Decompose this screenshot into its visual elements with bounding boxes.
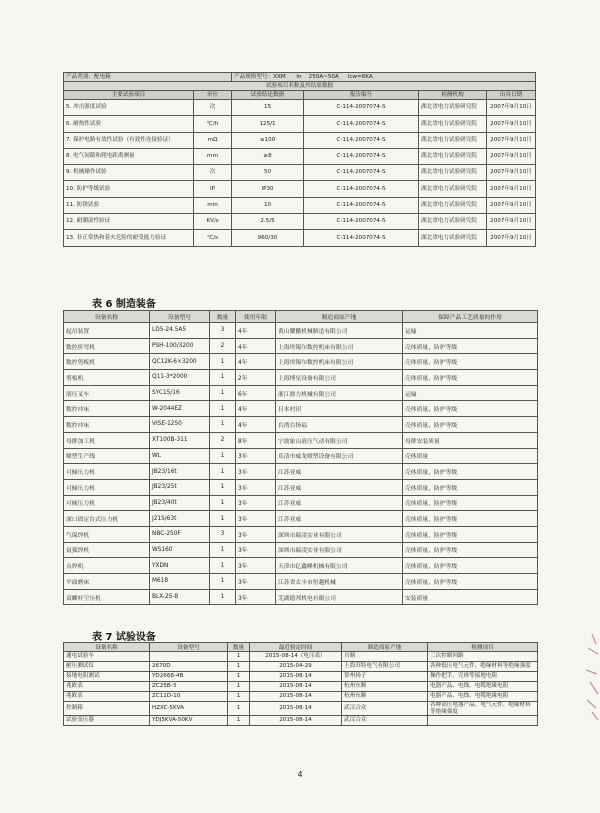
table-cell: 3年: [236, 479, 276, 495]
table-cell: 台湾台扬福: [276, 417, 403, 433]
table-cell: Q11-3*2000: [150, 370, 210, 386]
header-row: [64, 311, 538, 323]
table-cell: 芜湖德邦机电有限公司: [276, 589, 403, 605]
col-header: 数量: [210, 311, 236, 323]
table-cell: 湖北省电力试验研究院: [419, 197, 487, 213]
table-row: [64, 682, 538, 692]
table-cell: C-114-2007074-S: [304, 197, 419, 213]
table-cell: 1: [210, 354, 236, 370]
table-cell: 2: [210, 432, 236, 448]
table-cell: ℃/h: [194, 116, 232, 132]
table-cell: C-114-2007074-S: [304, 132, 419, 148]
table-row: [64, 479, 538, 495]
table-cell: 1: [228, 662, 250, 672]
table-cell: 3年: [236, 464, 276, 480]
table-cell: 1: [210, 558, 236, 574]
table-cell: 1: [228, 716, 250, 726]
table-cell: 3年: [236, 511, 276, 527]
table-cell: 母排加工机: [64, 432, 150, 448]
table-cell: 3年: [236, 495, 276, 511]
table-cell: QC12K-6×3200: [150, 354, 210, 370]
table-cell: 8年: [236, 432, 276, 448]
table-cell: 壳体质量、防护等级: [403, 542, 538, 558]
table-cell: 通电试验车: [64, 652, 150, 662]
table-cell: 1: [210, 495, 236, 511]
table-cell: 10. 防护等级试验: [64, 181, 194, 197]
table-body: [64, 652, 538, 726]
table-cell: 9. 机械操作试验: [64, 165, 194, 181]
table-row: [64, 574, 538, 590]
table-cell: 8. 电气间隙和爬电距离测量: [64, 148, 194, 164]
table-cell: 剪板机: [64, 370, 150, 386]
table-cell: C-114-2007074-S: [304, 148, 419, 164]
table-cell: 江苏省太丰市恒越机械: [276, 574, 403, 590]
table-row: [64, 148, 536, 164]
table-cell: 双螺杆空压机: [64, 589, 150, 605]
table-cell: 3年: [236, 574, 276, 590]
table-cell: 2007年9月10日: [487, 116, 536, 132]
table-cell: 2007年9月10日: [487, 214, 536, 230]
table-cell: 湖北省电力试验研究院: [419, 116, 487, 132]
table-cell: mΩ: [194, 132, 232, 148]
table-row: [64, 181, 536, 197]
table-row: [64, 672, 538, 682]
table-cell: 11. 防锈试验: [64, 197, 194, 213]
table-cell: 2015-08-14: [250, 692, 342, 702]
table-cell: 气保焊机: [64, 526, 150, 542]
table-row: [64, 354, 538, 370]
table-cell: 湖北省电力试验研究院: [419, 214, 487, 230]
table-cell: 上海埃锡尔数控机床有限公司: [276, 354, 403, 370]
table-cell: 4年: [236, 417, 276, 433]
table-cell: 上海埃锡尔数控机床有限公司: [276, 338, 403, 354]
table-cell: LD5-24.5A5: [150, 323, 210, 339]
table-cell: 宁波象山液压气动有限公司: [276, 432, 403, 448]
col-header: 试验结论数据: [232, 91, 304, 100]
table-cell: 2015-08-14: [250, 672, 342, 682]
table-cell: JB23/25t: [150, 479, 210, 495]
table-cell: 7. 保护电路有效性试验（有效性连接验证）: [64, 132, 194, 148]
table-cell: 杭州东顺: [342, 692, 428, 702]
table-cell: 2007年9月10日: [487, 181, 536, 197]
table-cell: 50: [232, 165, 304, 181]
col-header: 设备型号: [150, 643, 228, 652]
table-cell: 125/1: [232, 116, 304, 132]
table-row: [64, 165, 536, 181]
table-row: [64, 338, 538, 354]
table-row: [64, 716, 538, 726]
table-cell: 上海博星设备有限公司: [276, 370, 403, 386]
table-cell: 3: [210, 526, 236, 542]
table-cell: 1: [210, 479, 236, 495]
table-cell: 3年: [236, 526, 276, 542]
col-header: 最近检定时间: [250, 643, 342, 652]
table-row: [64, 370, 538, 386]
col-header: 制造商原产地: [276, 311, 403, 323]
table-cell: 10: [232, 197, 304, 213]
table-body: [64, 100, 536, 247]
col-header: 设备型号: [150, 311, 210, 323]
table-row: [64, 197, 536, 213]
table-cell: WL: [150, 448, 210, 464]
table-cell: 2007年9月10日: [487, 165, 536, 181]
table-cell: 电器产品、电线、电缆绝缘电阻: [428, 682, 538, 692]
table-cell: 2007年9月10日: [487, 230, 536, 246]
table-cell: 氩弧焊机: [64, 542, 150, 558]
table-cell: 4年: [236, 401, 276, 417]
table7-title: 表 7 试验设备: [92, 632, 156, 643]
table-cell: 试验变压器: [64, 716, 150, 726]
table-cell: 壳体质量、防护等级: [403, 401, 538, 417]
table-cell: 壳体质量、防护等级: [403, 417, 538, 433]
table-cell: 1: [210, 464, 236, 480]
table6-title: 表 6 制造装备: [92, 299, 156, 310]
table-row: [64, 323, 538, 339]
table-cell: 2007年9月10日: [487, 197, 536, 213]
table-cell: 2: [210, 338, 236, 354]
table-cell: 4年: [236, 354, 276, 370]
table-cell: 江苏亚威: [276, 495, 403, 511]
table-cell: 杭州东顺: [342, 682, 428, 692]
table-cell: 2015-04-29: [250, 662, 342, 672]
table-cell: 1: [228, 652, 250, 662]
table-cell: 平面磨床: [64, 574, 150, 590]
table-cell: 4年: [236, 338, 276, 354]
table-cell: 湖北省电力试验研究院: [419, 132, 487, 148]
table-cell: 天津市亿鑫峰机械有限公司: [276, 558, 403, 574]
table-cell: 次: [194, 100, 232, 116]
product-info-row: [64, 73, 536, 82]
table-cell: 1: [228, 682, 250, 692]
table-row: [64, 702, 538, 716]
table-cell: 2015-08-14: [250, 702, 342, 716]
header-row: [64, 643, 538, 652]
table-cell: 日本村田: [276, 401, 403, 417]
table-cell: 1: [210, 574, 236, 590]
table-cell: 点焊机: [64, 558, 150, 574]
col-header: 单位: [194, 91, 232, 100]
table-cell: 次: [194, 165, 232, 181]
table-cell: 3年: [236, 558, 276, 574]
table-cell: 兆欧表: [64, 682, 150, 692]
col-header: 制造商原产地: [342, 643, 428, 652]
table-row: [64, 230, 536, 246]
table-cell: ℃/s: [194, 230, 232, 246]
table-cell: 运输: [403, 385, 538, 401]
table-cell: ≤100: [232, 132, 304, 148]
table-cell: 各种低压电气元件、绝缘材料等绝缘强度: [428, 662, 538, 672]
table-cell: W-2044EZ: [150, 401, 210, 417]
table-cell: IP30: [232, 181, 304, 197]
table-cell: 数控冲床: [64, 401, 150, 417]
table-cell: 1: [210, 511, 236, 527]
table-row: [64, 132, 536, 148]
table-cell: JB23/40t: [150, 495, 210, 511]
col-header: 数量: [228, 643, 250, 652]
table-row: [64, 589, 538, 605]
test-results-table: [63, 72, 536, 247]
table-row: [64, 558, 538, 574]
test-equipment-table: [63, 642, 538, 726]
table-cell: 2015-08-14（电压表）: [250, 652, 342, 662]
table-cell: [428, 716, 538, 726]
table-cell: 1: [210, 401, 236, 417]
table-cell: 电器产品、电线、电缆绝缘电阻: [428, 692, 538, 702]
table-row: [64, 432, 538, 448]
table-row: [64, 214, 536, 230]
table-cell: 控制箱: [64, 702, 150, 716]
table-cell: 安装质量: [403, 589, 538, 605]
table-body: [64, 323, 538, 605]
table-cell: KV/s: [194, 214, 232, 230]
red-stamp-mark: [578, 630, 600, 725]
table-cell: 3年: [236, 589, 276, 605]
table-cell: 液压叉车: [64, 385, 150, 401]
table-cell: 运输: [403, 323, 538, 339]
table-cell: 武汉合众: [342, 702, 428, 716]
table-cell: 壳体质量、防护等级: [403, 479, 538, 495]
table-cell: PSH-100/3200: [150, 338, 210, 354]
table-cell: C-114-2007074-S: [304, 100, 419, 116]
table-cell: JB23/16t: [150, 464, 210, 480]
table-row: [64, 100, 536, 116]
table-cell: 深圳市瑞凌实业有限公司: [276, 526, 403, 542]
table-cell: 可倾压力机: [64, 464, 150, 480]
table-row: [64, 542, 538, 558]
table-cell: 各种高压电器产品、电气元件、绝缘材料等绝缘强度: [428, 702, 538, 716]
table-row: [64, 526, 538, 542]
col-header: 主要试验项目: [64, 91, 194, 100]
table-cell: 5. 冲击强度试验: [64, 100, 194, 116]
table-cell: 母排安装质量: [403, 432, 538, 448]
table-row: [64, 692, 538, 702]
col-header: 检测项目: [428, 643, 538, 652]
table-cell: 湖北省电力试验研究院: [419, 100, 487, 116]
col-header: 设备名称: [64, 311, 150, 323]
table-cell: 湖北省电力试验研究院: [419, 181, 487, 197]
table-cell: 乐清市威龙喷塑设备有限公司: [276, 448, 403, 464]
table-cell: 湖北省电力试验研究院: [419, 148, 487, 164]
table-cell: BLX-25-8: [150, 589, 210, 605]
table-cell: 武汉合众: [342, 716, 428, 726]
table-cell: 2年: [236, 370, 276, 386]
table-cell: C-114-2007074-S: [304, 165, 419, 181]
table-cell: C-114-2007074-S: [304, 214, 419, 230]
table-cell: 接地电阻测试: [64, 672, 150, 682]
table-cell: 1: [210, 542, 236, 558]
table-cell: 常州扬子: [342, 672, 428, 682]
table-cell: ≥8: [232, 148, 304, 164]
table-cell: 数控剪板机: [64, 354, 150, 370]
table-cell: 1: [210, 448, 236, 464]
table-cell: ZC25B-3: [150, 682, 228, 692]
table-cell: 3: [210, 323, 236, 339]
table-cell: 2015-08-14: [250, 682, 342, 692]
caption-row: [64, 82, 536, 91]
table-cell: 壳体质量、防护等级: [403, 511, 538, 527]
table-cell: 1: [210, 370, 236, 386]
table-cell: 2007年9月10日: [487, 148, 536, 164]
table-cell: min: [194, 197, 232, 213]
header-row: [64, 91, 536, 100]
table-row: [64, 652, 538, 662]
table-cell: C-114-2007074-S: [304, 230, 419, 246]
table-cell: 壳体质量、防护等级: [403, 574, 538, 590]
table-cell: 1: [210, 589, 236, 605]
table-cell: 深圳市瑞凌实业有限公司: [276, 542, 403, 558]
table-cell: 上海苏特电气有限公司: [342, 662, 428, 672]
table-row: [64, 385, 538, 401]
col-header: 出具日期: [487, 91, 536, 100]
table-cell: C-114-2007074-S: [304, 181, 419, 197]
table-cell: 壳体质量、防护等级: [403, 338, 538, 354]
table-cell: 浙江鼎力机械有限公司: [276, 385, 403, 401]
table-cell: 壳体质量、防护等级: [403, 495, 538, 511]
table-cell: 数控折弯机: [64, 338, 150, 354]
table-cell: 2.5/5: [232, 214, 304, 230]
table-cell: 壳体质量、防护等级: [403, 558, 538, 574]
table-cell: HZXC-5KVA: [150, 702, 228, 716]
table-cell: 喷塑生产线: [64, 448, 150, 464]
col-header: 保障产品工艺质量的作用: [403, 311, 538, 323]
table-cell: VISE-1250: [150, 417, 210, 433]
table-cell: 耐压测试仪: [64, 662, 150, 672]
col-header: 设备名称: [64, 643, 150, 652]
table-cell: 13. 非正常热和着火危险的耐受能力验证: [64, 230, 194, 246]
table-cell: 江苏亚威: [276, 511, 403, 527]
table-cell: 操作把手、壳体等接地电阻: [428, 672, 538, 682]
table-cell: 自制: [342, 652, 428, 662]
table-cell: 1: [210, 417, 236, 433]
table-cell: ZC11D-10: [150, 692, 228, 702]
table-cell: 2015-08-14: [250, 716, 342, 726]
table-cell: 起吊装置: [64, 323, 150, 339]
table-caption: 试验项目名称及其结果数据: [64, 82, 536, 91]
table-cell: 1: [228, 702, 250, 716]
table-row: [64, 116, 536, 132]
table-cell: 3年: [236, 542, 276, 558]
table-cell: SYC15/16: [150, 385, 210, 401]
table-cell: 2007年9月10日: [487, 100, 536, 116]
table-cell: 1: [210, 385, 236, 401]
table-cell: 6. 耐热性试验: [64, 116, 194, 132]
table-cell: IP: [194, 181, 232, 197]
table-cell: 江苏亚威: [276, 479, 403, 495]
table-cell: YD2668-4B: [150, 672, 228, 682]
table-cell: 兆欧表: [64, 692, 150, 702]
table-cell: 二次控制回路: [428, 652, 538, 662]
table-cell: 1: [228, 672, 250, 682]
table-row: [64, 464, 538, 480]
table-cell: YXDN: [150, 558, 210, 574]
table-cell: 3年: [236, 448, 276, 464]
table-cell: 黄山耀鹏机械制造有限公司: [276, 323, 403, 339]
table-cell: 壳体质量、防护等级: [403, 354, 538, 370]
table-cell: 壳体质量、防护等级: [403, 370, 538, 386]
table-cell: 4年: [236, 323, 276, 339]
col-header: 检测机构: [419, 91, 487, 100]
table-cell: M618: [150, 574, 210, 590]
table-cell: 15: [232, 100, 304, 116]
table-cell: [150, 652, 228, 662]
col-header: 报告编号: [304, 91, 419, 100]
table-row: [64, 401, 538, 417]
table-cell: 江苏亚威: [276, 464, 403, 480]
page-number: 4: [297, 770, 303, 779]
table-row: [64, 662, 538, 672]
table-cell: 壳体质量、防护等级: [403, 464, 538, 480]
table-cell: YDJ5KVA-50KV: [150, 716, 228, 726]
table-cell: 可倾压力机: [64, 479, 150, 495]
table-cell: J21S/63t: [150, 511, 210, 527]
manufacturing-equipment-table: [63, 310, 538, 605]
table-cell: 壳体质量、防护等级: [403, 526, 538, 542]
table-cell: C-114-2007074-S: [304, 116, 419, 132]
table-cell: mm: [194, 148, 232, 164]
table-cell: NBC-250F: [150, 526, 210, 542]
table-cell: 湖北省电力试验研究院: [419, 230, 487, 246]
table-cell: 12. 耐潮湿性验证: [64, 214, 194, 230]
table-row: [64, 495, 538, 511]
product-category: 产品类别：配电箱: [64, 73, 232, 82]
table-row: [64, 417, 538, 433]
table-cell: 6年: [236, 385, 276, 401]
table-cell: 湖北省电力试验研究院: [419, 165, 487, 181]
table-cell: 可倾压力机: [64, 495, 150, 511]
table-cell: 960/30: [232, 230, 304, 246]
product-spec: 产品规格型号：XXM In 250A~50A Icw=6KA: [232, 73, 536, 82]
table-cell: 1: [228, 692, 250, 702]
table-cell: 壳体质量: [403, 448, 538, 464]
table-cell: 数控冲床: [64, 417, 150, 433]
table-row: [64, 511, 538, 527]
table-cell: 深口固定台式压力机: [64, 511, 150, 527]
table-cell: 2670D: [150, 662, 228, 672]
table-row: [64, 448, 538, 464]
table-cell: XT100B-311: [150, 432, 210, 448]
table-cell: WS160: [150, 542, 210, 558]
table-cell: 2007年9月10日: [487, 132, 536, 148]
col-header: 使用年限: [236, 311, 276, 323]
